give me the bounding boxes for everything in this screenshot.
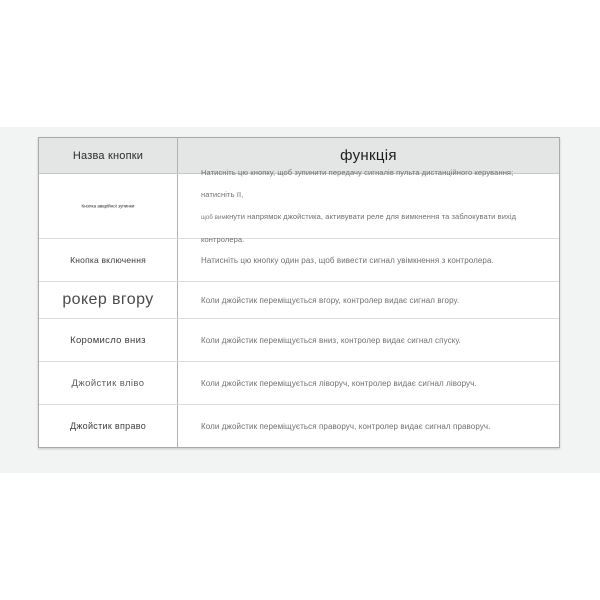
button-name-cell [39,282,178,318]
content-band [0,127,600,473]
function-description: Коли джойстик переміщується вниз, контролер видає сигнал спуску. [201,335,462,345]
button-name-cell [39,239,178,281]
function-cell [178,405,559,447]
button-name-label: Коромисло вниз [70,334,146,346]
button-name-cell [39,319,178,361]
table-row-power-button [39,238,559,281]
table-row-rocker-up [39,281,559,318]
button-name-cell [39,405,178,447]
function-description: Коли джойстик переміщується праворуч, контролер видає сигнал праворуч. [201,421,491,431]
button-name-cell [39,174,178,238]
function-cell [178,319,559,361]
button-name-label: рокер вгору [62,291,154,308]
function-description: Коли джойстик переміщується ліворуч, контролер видає сигнал ліворуч. [201,378,477,388]
button-name-label: Джойстик вліво [71,377,145,389]
table-row-rocker-down [39,318,559,361]
function-description-line1: Натисніть цю кнопку, щоб зупинити передачу сигналів пульта дистанційного керування; натисніть її, [201,167,514,199]
header-cell-name [39,138,178,173]
header-label-function: функція [340,147,397,164]
function-description-line2-rest: кнути напрямок джойстика, активувати реле для вимкнення та заблокувати вихід контролера. [201,211,517,244]
function-description: Натисніть цю кнопку один раз, щоб вивести сигнал увімкнення з контролера. [201,255,494,265]
table-row-joystick-right [39,404,559,447]
function-cell [178,362,559,404]
function-cell [178,239,559,281]
button-name-label: Джойстик вправо [69,421,147,431]
button-name-label: Кнопка аварійної зупинки [81,203,135,209]
table-row-joystick-left [39,361,559,404]
function-cell [178,282,559,318]
button-function-table [38,137,560,448]
function-description: Коли джойстик переміщується вгору, контролер видає сигнал вгору. [201,295,460,305]
header-label-name: Назва кнопки [72,149,144,162]
function-description-line2-prefix: щоб вим [201,214,226,221]
function-cell [178,167,559,244]
table-row-emergency-stop [39,167,559,244]
button-name-cell [39,362,178,404]
button-name-label: Кнопка включення [70,255,146,265]
